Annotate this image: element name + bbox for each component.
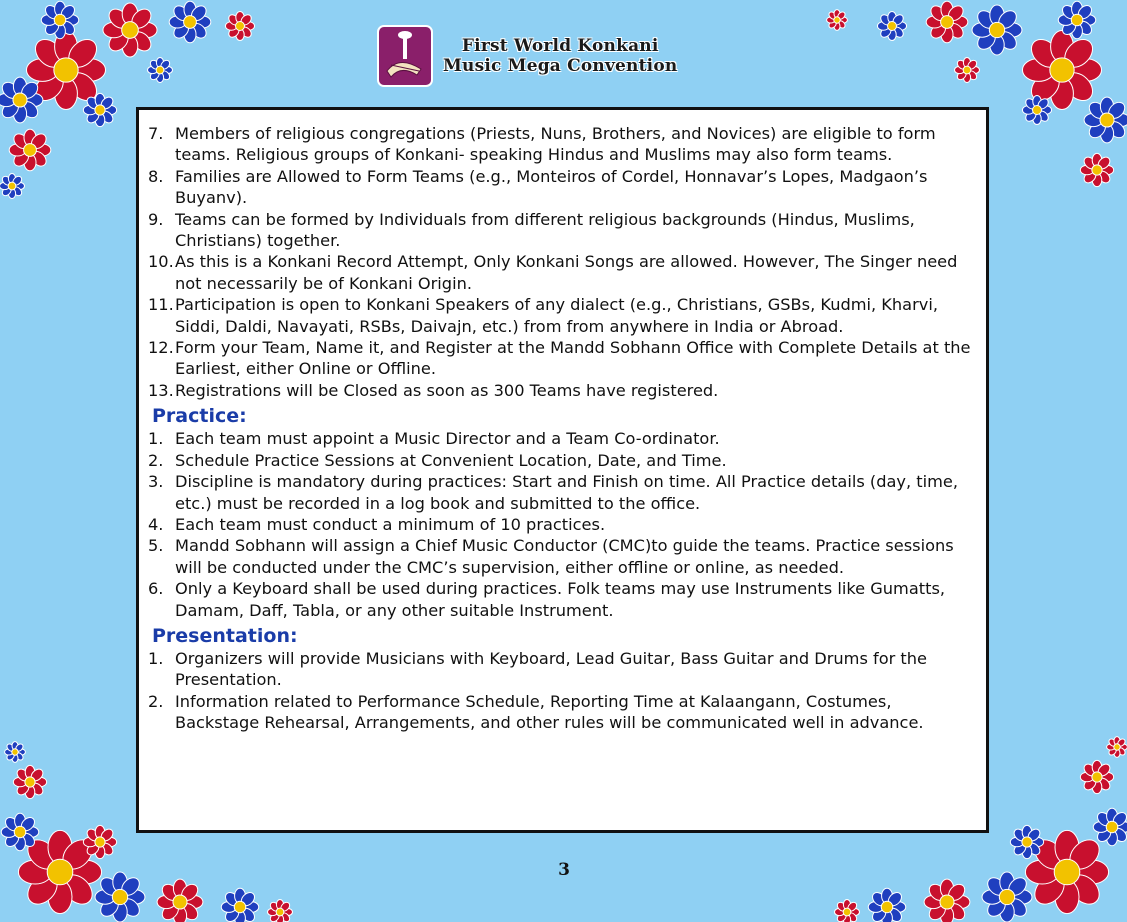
flower-icon [1022,95,1051,124]
flower-icon [1080,760,1113,793]
list-item [148,691,978,734]
list-item [148,123,978,166]
item-text: Members of religious congregations (Priests, Nuns, Brothers, and Novices) are eligible to form teams. Religious groups of Konkani- speaking Hindus and Muslims may also form teams. [175,124,936,165]
item-text: As this is a Konkani Record Attempt, Only Konkani Songs are allowed. However, The Singer need not necessarily be of Konkani Origin. [175,252,958,293]
item-number: 9. [148,209,164,229]
item-text: Each team must appoint a Music Director and a Team Co-ordinator. [175,429,720,449]
flower-icon [1080,153,1113,186]
flower-icon [835,900,860,922]
item-number: 3. [148,472,164,492]
flower-icon [83,93,116,126]
item-number: 13. [148,380,174,400]
header [377,24,757,88]
list-item [148,209,978,252]
item-number: 11. [148,295,174,315]
list-item [148,337,978,380]
flower-icon [1,813,38,850]
flower-icon [41,1,78,38]
flower-icon [95,872,145,922]
title-line-2: Music Mega Convention [443,56,678,76]
list-item [148,166,978,209]
item-text: Information related to Performance Schedule, Reporting Time at Kalaangann, Costumes, Backstage Rehearsal, Arrangements, and other rules will be communicated well in advance. [175,691,924,733]
flower-icon [268,900,293,922]
flower-icon [827,10,848,31]
list-item [148,450,978,471]
item-number: 1. [148,648,164,668]
item-number: 12. [148,338,174,358]
flower-icon [1010,825,1043,858]
flower-icon [1107,737,1127,758]
item-text: Discipline is mandatory during practices: Start and Finish on time. All Practice details (day, time, etc.) must be recorded in a log book and submitted to the office. [175,472,959,513]
flower-icon [148,58,173,83]
list-item [148,648,978,691]
title-line-1: First World Konkani [461,36,659,56]
item-text: Families are Allowed to Form Teams (e.g., Monteiros of Cordel, Honnavar’s Lopes, Madgaon’s Buyanv). [175,166,928,208]
flower-icon [1084,97,1127,143]
flower-icon [221,888,258,922]
flower-icon [5,742,26,763]
flower-icon [924,879,970,922]
rules-list [148,123,978,401]
flower-icon [982,872,1032,922]
flower-icon [13,765,46,798]
item-number: 8. [148,166,164,186]
item-text: Teams can be formed by Individuals from different religious backgrounds (Hindus, Muslims, Christians) together. [175,209,915,251]
item-number: 10. [148,252,174,272]
flower-icon [0,174,24,199]
list-item [148,471,978,514]
practice-list [148,428,978,621]
item-number: 7. [148,124,164,143]
list-item [148,578,978,621]
flower-icon [9,129,51,171]
convention-title [443,36,677,76]
list-item [148,428,978,449]
practice-heading: Practice: [152,405,247,428]
flower-icon [83,825,116,858]
flower-icon [868,888,905,922]
flower-icon [169,1,211,43]
list-item [148,514,978,535]
item-text: Mandd Sobhann will assign a Chief Music Conductor (CMC)to guide the teams. Practice sessions will be conducted under the CMC’s supervision, either offline or online, as needed. [175,536,954,577]
flower-icon [972,5,1022,55]
list-item [148,535,978,578]
flower-icon [103,3,157,57]
item-number: 6. [148,579,164,599]
list-item [148,294,978,337]
flower-icon [1093,808,1127,845]
item-text: Only a Keyboard shall be used during practices. Folk teams may use Instruments like Gumatts, Damam, Daff, Tabla, or any other suitable Instrument. [175,579,946,620]
page-number: 3 [558,860,570,880]
flower-icon [225,11,254,40]
rules-panel [136,107,989,833]
item-number: 2. [148,450,164,470]
item-text: Form your Team, Name it, and Register at the Mandd Sobhann Office with Complete Details at the Earliest, either Online or Offline. [175,338,971,379]
item-text: Schedule Practice Sessions at Convenient Location, Date, and Time. [175,450,727,470]
flower-icon [926,1,968,43]
list-item [148,251,978,294]
item-number: 1. [148,429,164,449]
item-number: 2. [148,691,164,711]
flower-icon [1058,1,1095,38]
item-text: Organizers will provide Musicians with Keyboard, Lead Guitar, Bass Guitar and Drums for the Presentation. [175,648,927,690]
presentation-heading: Presentation: [152,624,298,647]
flower-icon [0,77,43,123]
item-text: Participation is open to Konkani Speakers of any dialect (e.g., Christians, GSBs, Kudmi, Kharvi, Siddi, Daldi, Navayati, RSBs, Daivajn, etc.) from from anywhere in India or Abroad. [175,295,938,336]
flower-icon [955,58,980,83]
flower-icon [157,879,203,922]
item-text: Registrations will be Closed as soon as 300 Teams have registered. [175,380,719,400]
item-number: 4. [148,514,164,534]
item-number: 5. [148,536,164,556]
list-item [148,380,978,401]
convention-logo-icon [377,25,433,87]
flower-icon [877,11,906,40]
item-text: Each team must conduct a minimum of 10 practices. [175,514,606,534]
presentation-list [148,648,978,734]
